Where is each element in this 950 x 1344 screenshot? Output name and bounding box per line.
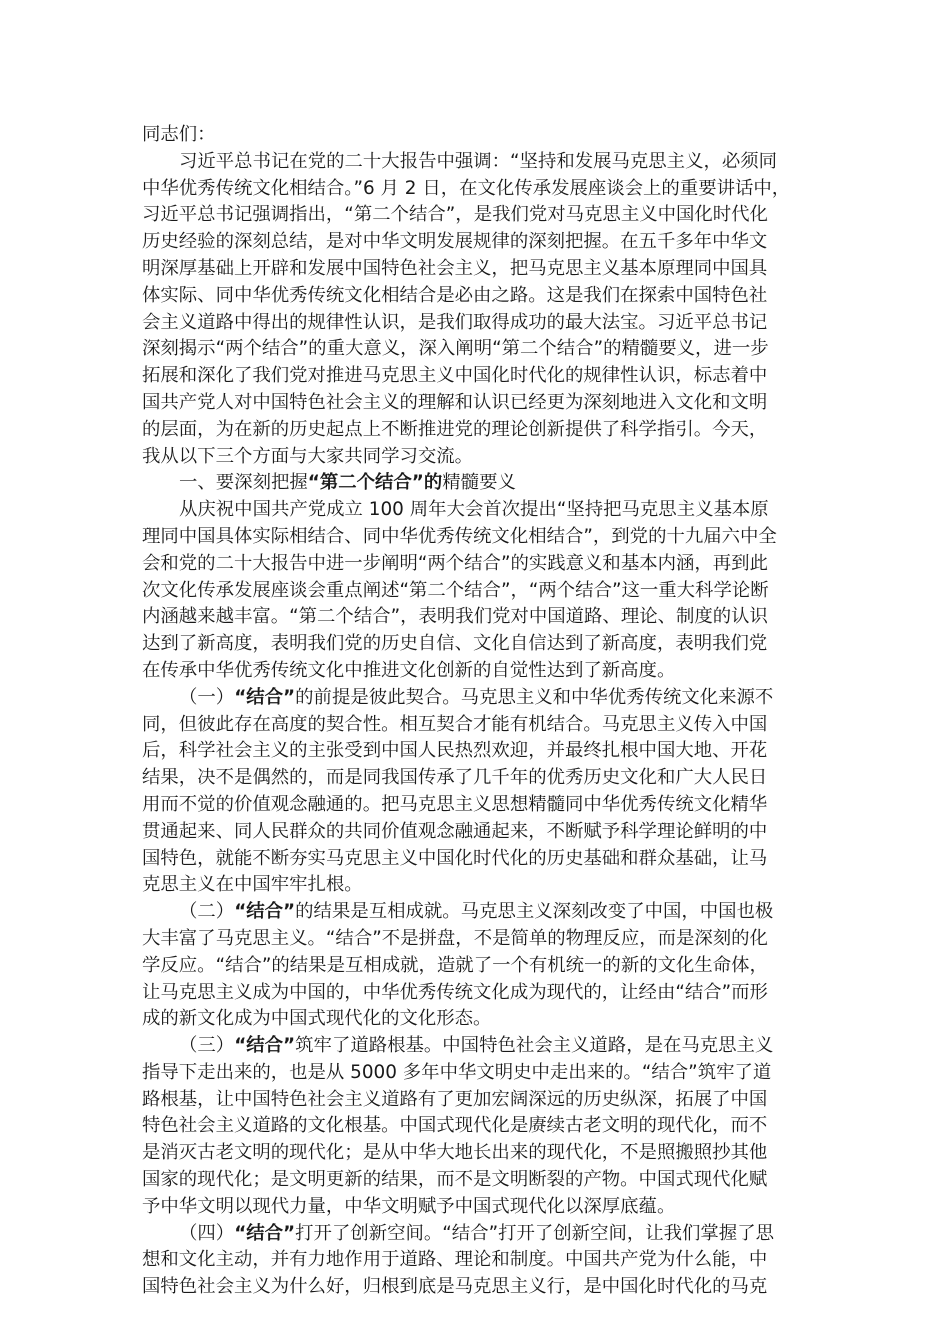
paragraph-intro	[142, 149, 810, 471]
text-line: 次文化传承发展座谈会重点阐述“第二个结合”，“两个结合”这一重大科学论断	[142, 579, 769, 601]
text-line: 中华优秀传统文化相结合。”6 月 2 日，在文化传承发展座谈会上的重要讲话中，	[142, 177, 791, 199]
text-line: 同，但彼此存在高度的契合性。相互契合才能有机结合。马克思主义传入中国	[142, 713, 768, 735]
subsection-text: 的前提是彼此契合。马克思主义和中华优秀传统文化来源不	[295, 686, 774, 708]
subsection-first-line	[142, 1033, 810, 1060]
document-page	[142, 122, 810, 1301]
subsection-lead: “结合”	[234, 1035, 296, 1057]
text-line: 想和文化主动，并有力地作用于道路、理论和制度。中国共产党为什么能，中	[142, 1249, 768, 1271]
subsection-lead: “结合”	[234, 1222, 296, 1244]
text-line: 指导下走出来的，也是从 5000 多年中华文明史中走出来的。“结合”筑牢了道	[142, 1061, 772, 1083]
subsection-first-line	[142, 1221, 810, 1248]
heading-bold: “第二个结合”的	[307, 472, 443, 494]
paragraph-overview	[142, 497, 810, 685]
subsection-number: （一）	[179, 686, 235, 708]
text-line: 体实际、同中华优秀传统文化相结合是必由之路。这是我们在探索中国特色社	[142, 284, 768, 306]
text-line: 的层面，为在新的历史起点上不断推进党的理论创新提供了科学指引。今天，	[142, 418, 768, 440]
subsection-first-line	[142, 685, 810, 712]
text-line: 是消灭古老文明的现代化；是从中华大地长出来的现代化，不是照搬照抄其他	[142, 1142, 768, 1164]
text-line: 用而不觉的价值观念融通的。把马克思主义思想精髓同中华优秀传统文化精华	[142, 793, 768, 815]
text-line: 在传承中华优秀传统文化中推进文化创新的自觉性达到了新高度。	[142, 659, 676, 681]
text-line: 从庆祝中国共产党成立 100 周年大会首次提出“坚持把马克思主义基本原	[179, 499, 769, 521]
subsection-2	[142, 899, 810, 1033]
text-line: 习近平总书记强调指出，“第二个结合”，是我们党对马克思主义中国化时代化	[142, 204, 768, 226]
text-line: 结果，决不是偶然的，而是同我国传承了几千年的优秀历史文化和广大人民日	[142, 767, 768, 789]
subsection-number: （二）	[179, 901, 235, 923]
subsection-3	[142, 1033, 810, 1221]
subsection-text: 筑牢了道路根基。中国特色社会主义道路，是在马克思主义	[295, 1035, 774, 1057]
subsection-number: （四）	[179, 1222, 235, 1244]
text-line: 我从以下三个方面与大家共同学习交流。	[142, 445, 474, 467]
heading-suffix: 精髓要义	[442, 472, 516, 494]
text-line: 会主义道路中得出的规律性认识，是我们取得成功的最大法宝。习近平总书记	[142, 311, 768, 333]
text-line: 历史经验的深刻总结，是对中华文明发展规律的深刻把握。在五千多年中华文	[142, 231, 768, 253]
text-line: 贯通起来、同人民群众的共同价值观念融通起来，不断赋予科学理论鲜明的中	[142, 820, 768, 842]
text-line: 特色社会主义道路的文化根基。中国式现代化是赓续古老文明的现代化，而不	[142, 1115, 768, 1137]
text-line: 习近平总书记在党的二十大报告中强调：“坚持和发展马克思主义，必须同	[179, 150, 778, 172]
text-line: 大丰富了马克思主义。“结合”不是拼盘，不是简单的物理反应，而是深刻的化	[142, 927, 768, 949]
text-line: 明深厚基础上开辟和发展中国特色社会主义，把马克思主义基本原理同中国具	[142, 257, 768, 279]
text-line: 国共产党人对中国特色社会主义的理解和认识已经更为深刻地进入文化和文明	[142, 391, 768, 413]
subsection-number: （三）	[179, 1035, 235, 1057]
subsection-4	[142, 1221, 810, 1301]
text-line: 国家的现代化；是文明更新的结果，而不是文明断裂的产物。中国式现代化赋	[142, 1169, 768, 1191]
text-line: 国特色社会主义为什么好，归根到底是马克思主义行，是中国化时代化的马克	[142, 1276, 768, 1298]
text-line: 让马克思主义成为中国的，中华优秀传统文化成为现代的，让经由“结合”而形	[142, 981, 768, 1003]
text-line: 学反应。“结合”的结果是互相成就，造就了一个有机统一的新的文化生命体，	[142, 954, 768, 976]
text-line: 国特色，就能不断夯实马克思主义中国化时代化的历史基础和群众基础，让马	[142, 847, 768, 869]
text-line: 理同中国具体实际相结合、同中华优秀传统文化相结合”，到党的十九届六中全	[142, 525, 777, 547]
text-line: 内涵越来越丰富。“第二个结合”，表明我们党对中国道路、理论、制度的认识	[142, 606, 768, 628]
text-line: 深刻揭示“两个结合”的重大意义，深入阐明“第二个结合”的精髓要义，进一步	[142, 338, 769, 360]
text-line: 会和党的二十大报告中进一步阐明“两个结合”的实践意义和基本内涵，再到此	[142, 552, 768, 574]
subsection-first-line	[142, 899, 810, 926]
text-line: 后，科学社会主义的主张受到中国人民热烈欢迎，并最终扎根中国大地、开花	[142, 740, 768, 762]
subsection-text: 打开了创新空间。“结合”打开了创新空间，让我们掌握了思	[295, 1222, 774, 1244]
heading-prefix: 一、要深刻把握	[179, 472, 308, 494]
subsection-lead: “结合”	[234, 686, 296, 708]
subsection-lead: “结合”	[234, 901, 296, 923]
section-heading	[142, 470, 810, 497]
text-line: 克思主义在中国牢牢扎根。	[142, 874, 363, 896]
text-line: 成的新文化成为中国式现代化的文化形态。	[142, 1008, 492, 1030]
subsection-text: 的结果是互相成就。马克思主义深刻改变了中国，中国也极	[295, 901, 774, 923]
salutation: 同志们：	[142, 124, 216, 145]
text-line: 路根基，让中国特色社会主义道路有了更加宏阔深远的历史纵深，拓展了中国	[142, 1088, 768, 1110]
subsection-1	[142, 685, 810, 899]
text-line: 达到了新高度，表明我们党的历史自信、文化自信达到了新高度，表明我们党	[142, 633, 768, 655]
text-line: 予中华文明以现代力量，中华文明赋予中国式现代化以深厚底蕴。	[142, 1195, 676, 1217]
text-line: 拓展和深化了我们党对推进马克思主义中国化时代化的规律性认识，标志着中	[142, 365, 768, 387]
